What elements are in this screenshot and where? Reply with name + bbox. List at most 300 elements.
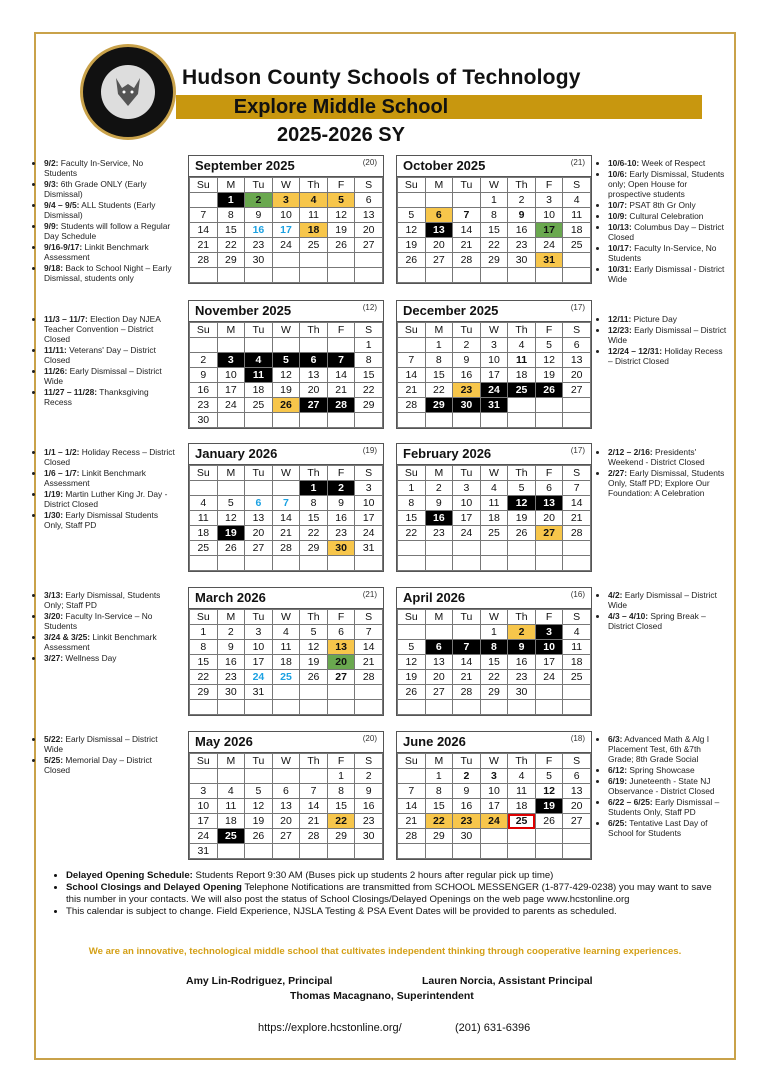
- day-cell: 19: [217, 526, 245, 541]
- weekday-header: Su: [398, 178, 426, 193]
- day-cell: 8: [300, 496, 328, 511]
- day-cell: 23: [453, 383, 481, 398]
- day-cell: 19: [327, 223, 355, 238]
- day-cell: 26: [327, 238, 355, 253]
- weekday-header: Tu: [245, 466, 273, 481]
- day-cell: 19: [245, 814, 273, 829]
- day-cell: 24: [535, 238, 563, 253]
- note-item: • 11/3 – 11/7: Election Day NJEA Teacher Convention – District Closed: [44, 314, 176, 344]
- weekday-header: Su: [398, 754, 426, 769]
- day-cell: [508, 829, 536, 844]
- day-cell: 9: [425, 496, 453, 511]
- day-cell: 7: [398, 784, 426, 799]
- weekday-header: Th: [300, 610, 328, 625]
- day-cell: 3: [535, 193, 563, 208]
- day-cell: 17: [535, 655, 563, 670]
- day-cell: 14: [300, 799, 328, 814]
- day-cell: 21: [300, 814, 328, 829]
- day-cell: [327, 556, 355, 571]
- day-cell: 23: [190, 398, 218, 413]
- footer-item: • This calendar is subject to change. Field Experience, NJSLA Testing & PSA Event Dates will be provided to parents as scheduled.: [66, 906, 722, 918]
- weekday-header: Th: [300, 466, 328, 481]
- month-name: February 2026: [403, 446, 492, 461]
- day-cell: [355, 844, 383, 859]
- notes-september: [34, 158, 176, 284]
- notes-november: [34, 314, 176, 408]
- assistant-principal-name: Lauren Norcia, Assistant Principal: [422, 975, 593, 987]
- day-cell: 17: [190, 814, 218, 829]
- day-cell: 27: [563, 383, 591, 398]
- day-cell: [398, 541, 426, 556]
- day-cell: 23: [453, 814, 481, 829]
- month-header: [189, 588, 383, 609]
- day-cell: 29: [425, 829, 453, 844]
- note-item: • 1/19: Martin Luther King Jr. Day - District Closed: [44, 489, 176, 509]
- day-cell: [508, 541, 536, 556]
- day-cell: [425, 556, 453, 571]
- day-cell: 1: [327, 769, 355, 784]
- day-cell: 20: [327, 655, 355, 670]
- day-cell: 12: [535, 353, 563, 368]
- day-cell: 8: [327, 784, 355, 799]
- day-cell: 22: [355, 383, 383, 398]
- day-cell: 8: [480, 640, 508, 655]
- day-cell: 28: [190, 253, 218, 268]
- day-cell: 4: [563, 193, 591, 208]
- day-cell: 29: [355, 398, 383, 413]
- day-cell: [327, 413, 355, 428]
- day-cell: 8: [425, 784, 453, 799]
- month-name: September 2025: [195, 158, 295, 173]
- day-cell: [217, 268, 245, 283]
- day-cell: 30: [190, 413, 218, 428]
- day-cell: [272, 700, 300, 715]
- day-cell: 4: [480, 481, 508, 496]
- day-cell: 17: [480, 368, 508, 383]
- day-cell: 25: [190, 541, 218, 556]
- day-cell: 9: [217, 640, 245, 655]
- day-cell: 6: [425, 208, 453, 223]
- day-cell: 20: [300, 383, 328, 398]
- day-cell: 28: [453, 253, 481, 268]
- day-cell: 5: [272, 353, 300, 368]
- day-cell: 12: [300, 640, 328, 655]
- day-cell: 31: [355, 541, 383, 556]
- note-item: • 2/27: Early Dismissal, Students Only, Staff PD; Explore Our Foundation: A Celebration: [608, 468, 728, 498]
- day-cell: [355, 413, 383, 428]
- day-cell: 29: [327, 829, 355, 844]
- day-cell: [425, 700, 453, 715]
- day-cell: 21: [355, 655, 383, 670]
- school-day-count: (12): [362, 303, 377, 312]
- day-cell: [272, 556, 300, 571]
- note-item: • 10/13: Columbus Day – District Closed: [608, 222, 728, 242]
- day-cell: 2: [190, 353, 218, 368]
- weekday-header: Su: [398, 466, 426, 481]
- day-cell: 26: [398, 253, 426, 268]
- day-cell: [190, 556, 218, 571]
- day-cell: 24: [453, 526, 481, 541]
- day-cell: 28: [398, 829, 426, 844]
- weekday-header: Th: [508, 610, 536, 625]
- day-cell: 4: [508, 338, 536, 353]
- day-cell: [425, 625, 453, 640]
- note-item: • 11/26: Early Dismissal – District Wide: [44, 366, 176, 386]
- day-cell: 27: [563, 814, 591, 829]
- day-cell: 3: [453, 481, 481, 496]
- day-cell: 8: [480, 208, 508, 223]
- day-cell: 27: [300, 398, 328, 413]
- day-cell: 28: [272, 541, 300, 556]
- day-cell: [508, 700, 536, 715]
- month-header: [397, 588, 591, 609]
- weekday-header: S: [355, 610, 383, 625]
- weekday-header: M: [425, 610, 453, 625]
- day-cell: [190, 700, 218, 715]
- day-cell: 9: [190, 368, 218, 383]
- note-item: • 6/22 – 6/25: Early Dismissal – Students Only, Staff PD: [608, 797, 728, 817]
- day-cell: 23: [355, 814, 383, 829]
- day-cell: 25: [272, 670, 300, 685]
- day-cell: 5: [327, 193, 355, 208]
- day-cell: 19: [508, 511, 536, 526]
- day-cell: 7: [398, 353, 426, 368]
- day-cell: [327, 253, 355, 268]
- day-cell: 10: [245, 640, 273, 655]
- day-cell: 24: [245, 670, 273, 685]
- day-cell: [563, 541, 591, 556]
- weekday-header: W: [272, 754, 300, 769]
- month-header: [397, 301, 591, 322]
- website-link[interactable]: https://explore.hcstonline.org/: [258, 1022, 402, 1034]
- day-cell: 2: [508, 193, 536, 208]
- day-cell: 2: [217, 625, 245, 640]
- school-day-count: (18): [570, 734, 585, 743]
- day-cell: 22: [480, 238, 508, 253]
- day-cell: 25: [217, 829, 245, 844]
- weekday-header: W: [272, 178, 300, 193]
- note-item: • 10/9: Cultural Celebration: [608, 211, 728, 221]
- day-cell: 26: [398, 685, 426, 700]
- day-cell: 13: [355, 208, 383, 223]
- day-cell: 22: [398, 526, 426, 541]
- day-cell: 7: [300, 784, 328, 799]
- day-cell: 9: [355, 784, 383, 799]
- month-name: December 2025: [403, 303, 499, 318]
- day-cell: 13: [272, 799, 300, 814]
- day-cell: 16: [245, 223, 273, 238]
- school-logo: [80, 44, 176, 140]
- day-cell: 16: [217, 655, 245, 670]
- note-item: • 1/6 – 1/7: Linkit Benchmark Assessment: [44, 468, 176, 488]
- day-cell: [563, 398, 591, 413]
- day-cell: 6: [300, 353, 328, 368]
- day-cell: 24: [355, 526, 383, 541]
- note-item: • 4/3 – 4/10: Spring Break – District Closed: [608, 611, 728, 631]
- note-item: • 9/4 – 9/5: ALL Students (Early Dismissal): [44, 200, 176, 220]
- day-cell: 4: [563, 625, 591, 640]
- day-cell: 13: [300, 368, 328, 383]
- day-cell: 22: [300, 526, 328, 541]
- day-cell: 1: [480, 193, 508, 208]
- day-cell: 16: [355, 799, 383, 814]
- day-cell: 19: [535, 799, 563, 814]
- note-item: • 6/25: Tentative Last Day of School for Students: [608, 818, 728, 838]
- day-cell: [272, 844, 300, 859]
- weekday-header: F: [535, 178, 563, 193]
- note-item: • 6/3: Advanced Math & Alg I Placement Test, 6th &7th Grade; 8th Grade Social: [608, 734, 728, 764]
- weekday-header: Th: [508, 323, 536, 338]
- month-header: [189, 301, 383, 322]
- day-cell: [425, 844, 453, 859]
- month-name: May 2026: [195, 734, 253, 749]
- weekday-header: Su: [190, 323, 218, 338]
- month-name: October 2025: [403, 158, 486, 173]
- day-cell: 30: [355, 829, 383, 844]
- day-cell: 11: [508, 784, 536, 799]
- notes-february: [598, 447, 728, 499]
- day-cell: [300, 268, 328, 283]
- day-cell: [453, 268, 481, 283]
- day-cell: 28: [355, 670, 383, 685]
- day-cell: 23: [327, 526, 355, 541]
- day-cell: 31: [535, 253, 563, 268]
- weekday-header: Su: [190, 178, 218, 193]
- day-cell: 1: [217, 193, 245, 208]
- day-cell: 8: [190, 640, 218, 655]
- day-cell: [453, 413, 481, 428]
- day-cell: 5: [535, 338, 563, 353]
- day-cell: 11: [563, 208, 591, 223]
- day-cell: [508, 556, 536, 571]
- month-header: [189, 732, 383, 753]
- day-cell: 11: [272, 640, 300, 655]
- day-cell: 12: [217, 511, 245, 526]
- calendar-september: [188, 155, 384, 284]
- weekday-header: Tu: [245, 178, 273, 193]
- day-cell: 20: [425, 670, 453, 685]
- day-cell: [480, 556, 508, 571]
- day-cell: 11: [508, 353, 536, 368]
- day-cell: 4: [190, 496, 218, 511]
- day-cell: 5: [217, 496, 245, 511]
- day-cell: 29: [300, 541, 328, 556]
- day-cell: 12: [508, 496, 536, 511]
- school-day-count: (21): [570, 158, 585, 167]
- day-cell: 7: [272, 496, 300, 511]
- day-cell: 2: [245, 193, 273, 208]
- weekday-header: W: [480, 466, 508, 481]
- day-cell: 16: [425, 511, 453, 526]
- day-cell: [425, 268, 453, 283]
- day-cell: 30: [245, 253, 273, 268]
- weekday-header: W: [480, 178, 508, 193]
- day-cell: 21: [398, 383, 426, 398]
- note-item: • 1/1 – 1/2: Holiday Recess – District Closed: [44, 447, 176, 467]
- weekday-header: S: [355, 466, 383, 481]
- weekday-header: Th: [508, 466, 536, 481]
- day-cell: 24: [480, 814, 508, 829]
- day-cell: 11: [245, 368, 273, 383]
- day-cell: 18: [217, 814, 245, 829]
- day-cell: [453, 700, 481, 715]
- notes-june: [598, 734, 728, 839]
- weekday-header: F: [327, 466, 355, 481]
- month-header: [397, 732, 591, 753]
- day-cell: [300, 413, 328, 428]
- footer-notes: [52, 870, 722, 918]
- weekday-header: W: [272, 610, 300, 625]
- day-cell: 17: [272, 223, 300, 238]
- day-cell: [272, 685, 300, 700]
- day-cell: 28: [327, 398, 355, 413]
- day-cell: [217, 700, 245, 715]
- day-cell: 6: [327, 625, 355, 640]
- day-cell: [480, 829, 508, 844]
- day-cell: 29: [480, 685, 508, 700]
- day-cell: 3: [217, 353, 245, 368]
- day-cell: 26: [217, 541, 245, 556]
- note-item: • 9/9: Students will follow a Regular Day Schedule: [44, 221, 176, 241]
- day-cell: 20: [272, 814, 300, 829]
- day-cell: [563, 268, 591, 283]
- weekday-header: Su: [398, 323, 426, 338]
- month-name: November 2025: [195, 303, 292, 318]
- note-item: • 9/18: Back to School Night – Early Dismissal, students only: [44, 263, 176, 283]
- day-cell: [300, 685, 328, 700]
- day-cell: [563, 413, 591, 428]
- day-cell: 28: [563, 526, 591, 541]
- day-cell: 18: [508, 799, 536, 814]
- day-cell: 25: [300, 238, 328, 253]
- day-cell: 7: [453, 208, 481, 223]
- day-cell: 14: [453, 223, 481, 238]
- day-cell: [453, 556, 481, 571]
- day-cell: 1: [190, 625, 218, 640]
- day-cell: [398, 413, 426, 428]
- day-cell: 21: [272, 526, 300, 541]
- principal-name: Amy Lin-Rodriguez, Principal: [186, 975, 333, 987]
- day-cell: 7: [563, 481, 591, 496]
- day-cell: [453, 844, 481, 859]
- day-cell: 19: [272, 383, 300, 398]
- day-cell: 1: [480, 625, 508, 640]
- day-cell: 31: [480, 398, 508, 413]
- day-cell: 3: [272, 193, 300, 208]
- school-day-count: (17): [570, 446, 585, 455]
- calendar-march: [188, 587, 384, 716]
- day-cell: 13: [563, 784, 591, 799]
- day-cell: 30: [217, 685, 245, 700]
- day-cell: [327, 685, 355, 700]
- day-cell: 10: [480, 353, 508, 368]
- day-cell: 5: [300, 625, 328, 640]
- day-cell: [398, 769, 426, 784]
- school-day-count: (20): [362, 734, 377, 743]
- day-cell: [425, 541, 453, 556]
- day-cell: 3: [190, 784, 218, 799]
- day-cell: 9: [508, 208, 536, 223]
- day-cell: 2: [327, 481, 355, 496]
- day-cell: 7: [327, 353, 355, 368]
- day-cell: 26: [508, 526, 536, 541]
- day-cell: 6: [245, 496, 273, 511]
- day-cell: 23: [508, 238, 536, 253]
- day-cell: 23: [217, 670, 245, 685]
- day-cell: [453, 625, 481, 640]
- day-cell: 5: [535, 769, 563, 784]
- day-cell: 25: [563, 670, 591, 685]
- day-cell: 18: [480, 511, 508, 526]
- day-cell: [398, 556, 426, 571]
- day-cell: [425, 193, 453, 208]
- day-cell: 14: [563, 496, 591, 511]
- weekday-header: Th: [300, 754, 328, 769]
- month-header: [189, 156, 383, 177]
- day-cell: [190, 338, 218, 353]
- day-cell: [245, 481, 273, 496]
- day-cell: [563, 556, 591, 571]
- school-name: Explore Middle School: [233, 96, 449, 118]
- school-day-count: (19): [362, 446, 377, 455]
- day-cell: [563, 700, 591, 715]
- day-cell: [535, 556, 563, 571]
- note-item: • 3/24 & 3/25: Linkit Benchmark Assessment: [44, 632, 176, 652]
- day-cell: [217, 413, 245, 428]
- day-cell: [217, 844, 245, 859]
- day-cell: 12: [398, 223, 426, 238]
- day-cell: [398, 700, 426, 715]
- day-cell: 7: [453, 640, 481, 655]
- note-item: • 6/19: Juneteenth - State NJ Observance - District Closed: [608, 776, 728, 796]
- day-cell: 8: [217, 208, 245, 223]
- day-cell: 15: [217, 223, 245, 238]
- day-cell: [535, 398, 563, 413]
- day-cell: 27: [425, 685, 453, 700]
- day-cell: [535, 413, 563, 428]
- day-cell: [190, 769, 218, 784]
- day-cell: [217, 481, 245, 496]
- day-cell: 1: [355, 338, 383, 353]
- day-cell: 12: [327, 208, 355, 223]
- day-cell: 10: [272, 208, 300, 223]
- day-cell: [272, 268, 300, 283]
- day-cell: 17: [535, 223, 563, 238]
- weekday-header: Tu: [453, 178, 481, 193]
- day-cell: 10: [355, 496, 383, 511]
- day-cell: 23: [508, 670, 536, 685]
- day-cell: [563, 844, 591, 859]
- weekday-header: W: [272, 323, 300, 338]
- day-cell: 21: [453, 670, 481, 685]
- day-cell: 18: [563, 223, 591, 238]
- day-cell: 20: [245, 526, 273, 541]
- calendar-april: [396, 587, 592, 716]
- day-cell: 15: [300, 511, 328, 526]
- weekday-header: M: [425, 754, 453, 769]
- month-name: March 2026: [195, 590, 266, 605]
- day-cell: 24: [217, 398, 245, 413]
- day-cell: 17: [480, 799, 508, 814]
- day-cell: 9: [453, 784, 481, 799]
- day-cell: 9: [245, 208, 273, 223]
- note-item: • 12/11: Picture Day: [608, 314, 728, 324]
- day-cell: [398, 844, 426, 859]
- day-cell: 28: [398, 398, 426, 413]
- day-cell: 15: [327, 799, 355, 814]
- day-cell: 5: [508, 481, 536, 496]
- day-cell: 20: [535, 511, 563, 526]
